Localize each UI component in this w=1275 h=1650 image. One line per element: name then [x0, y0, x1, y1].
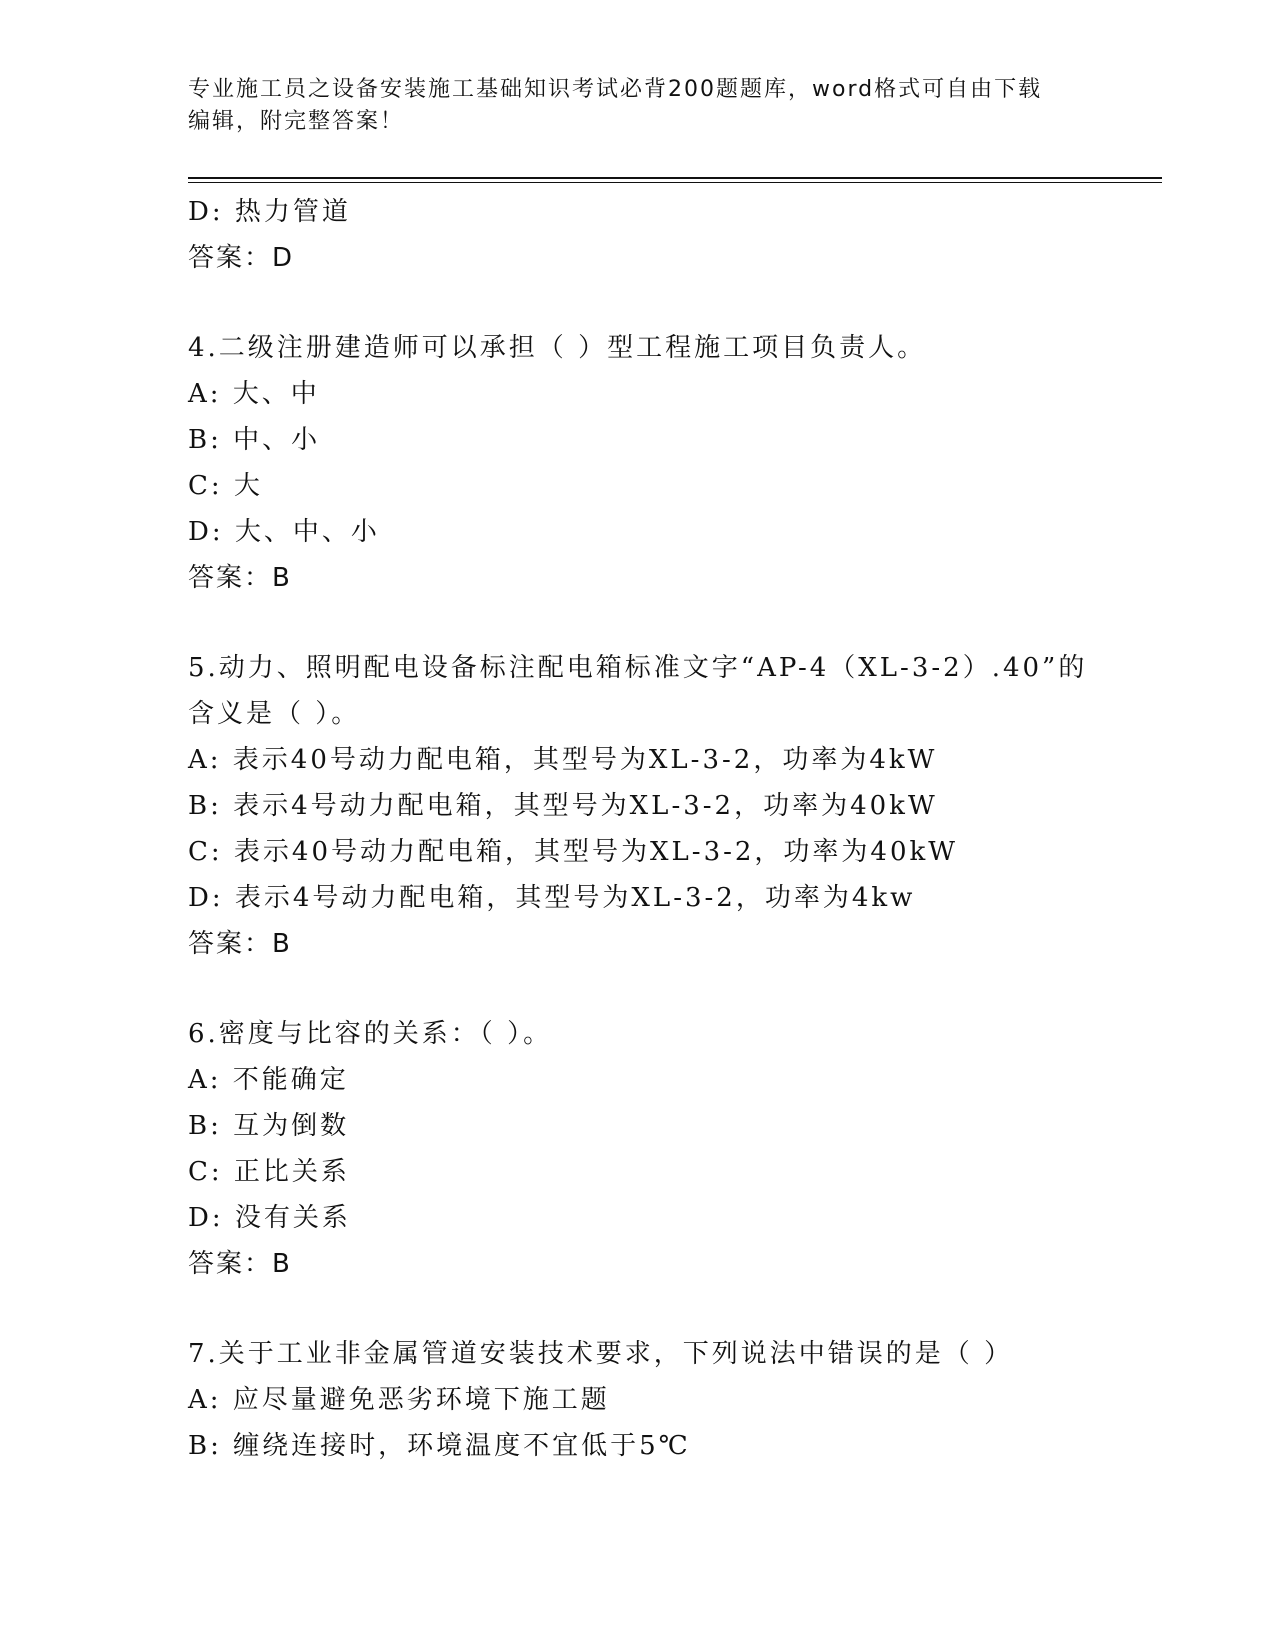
option-d: D: 表示4号动力配电箱，其型号为XL-3-2，功率为4kw: [188, 883, 916, 913]
question-text-line-2: 含义是（ ）。: [188, 699, 361, 729]
option-a: A: 大、中: [188, 379, 320, 409]
answer: 答案：B: [188, 929, 292, 959]
option-d: D: 没有关系: [188, 1203, 351, 1233]
answer: 答案：D: [188, 243, 295, 273]
question-6: [188, 1011, 1148, 1287]
option-b: B: 缠绕连接时，环境温度不宜低于5℃: [188, 1431, 691, 1461]
header-line-1: 专业施工员之设备安装施工基础知识考试必背200题题库，word格式可自由下载: [188, 77, 1043, 102]
option-b: B: 中、小: [188, 425, 321, 455]
question-7: [188, 1331, 1148, 1469]
option-c: C: 大: [188, 471, 263, 501]
question-list: [188, 189, 1148, 1469]
answer: 答案：B: [188, 563, 292, 593]
option-a: A: 应尽量避免恶劣环境下施工题: [188, 1385, 610, 1415]
option-a: A: 不能确定: [188, 1065, 349, 1095]
question-3-tail: [188, 189, 1148, 281]
header-divider-thin: [188, 182, 1162, 183]
question-text: 4.二级注册建造师可以承担（ ）型工程施工项目负责人。: [188, 333, 927, 363]
question-text-line-1: 5.动力、照明配电设备标注配电箱标准文字“AP-4（XL-3-2）.40”的: [188, 653, 1088, 683]
question-text: 7.关于工业非金属管道安装技术要求，下列说法中错误的是（ ）: [188, 1339, 1014, 1369]
answer: 答案：B: [188, 1249, 292, 1279]
header-divider-thick: [188, 177, 1162, 179]
option-b: B: 表示4号动力配电箱，其型号为XL-3-2，功率为40kW: [188, 791, 938, 821]
option-c: C: 正比关系: [188, 1157, 350, 1187]
header-line-2: 编辑，附完整答案！: [188, 109, 405, 134]
option-c: C: 表示40号动力配电箱，其型号为XL-3-2，功率为40kW: [188, 837, 958, 867]
question-text: 6.密度与比容的关系：（ ）。: [188, 1019, 553, 1049]
option-b: B: 互为倒数: [188, 1111, 350, 1141]
option-a: A: 表示40号动力配电箱，其型号为XL-3-2，功率为4kW: [188, 745, 938, 775]
page-header: [188, 74, 1088, 138]
question-5: [188, 645, 1148, 967]
option-d: D: 热力管道: [188, 197, 351, 227]
question-4: [188, 325, 1148, 601]
option-d: D: 大、中、小: [188, 517, 380, 547]
